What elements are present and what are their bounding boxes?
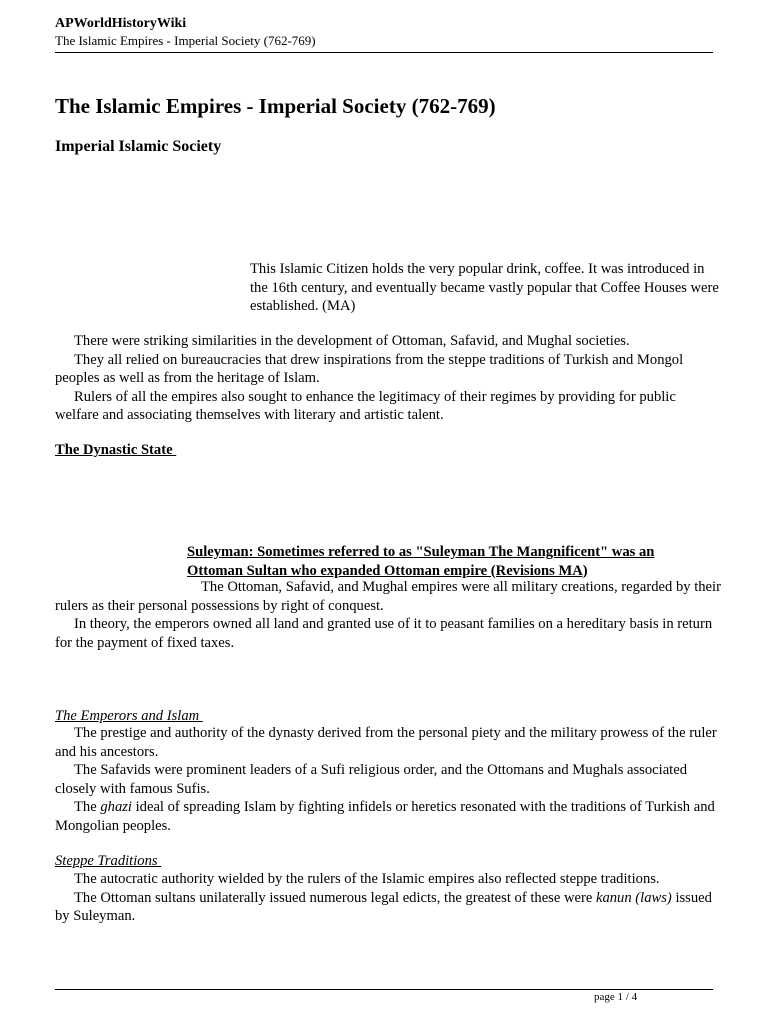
dynastic-line-rest: by their rulers as their personal possessions by right of conquest. — [55, 579, 721, 614]
heading-emperors-islam: The Emperors and Islam — [55, 708, 203, 724]
header-rule — [55, 52, 713, 53]
heading-steppe-traditions: Steppe Traditions — [55, 853, 162, 869]
dynastic-line-start: The Ottoman, Safavid, and Mughal empires were all military creations, regarded — [201, 579, 673, 595]
image-caption-coffee: This Islamic Citizen holds the very popular drink, coffee. It was introduced in the 16th century, and eventually became vastly popular that Coffee Houses were established. (MA) — [250, 261, 719, 314]
emperors-paragraphs — [55, 724, 723, 835]
dynastic-paragraph-2: In theory, the emperors owned all land and granted use of it to peasant families on a hereditary basis in return for the payment of fixed taxes. — [55, 616, 713, 651]
emperors-paragraph-3 — [55, 798, 723, 835]
header-doc-title: The Islamic Empires - Imperial Society (762-769) — [55, 33, 316, 48]
dynastic-paragraphs — [55, 578, 723, 652]
intro-line: They all relied on bureaucracies that drew inspirations from the steppe traditions of Turkish and Mongol peoples as well as from the heritage of Islam. — [55, 351, 684, 386]
intro-paragraphs — [55, 332, 723, 425]
image-caption-suleyman: Suleyman: Sometimes referred to as "Suleyman The Mangnificent" was an Ottoman Sultan who expanded Ottoman empire (Revisions MA) — [187, 544, 655, 579]
kanun-term: kanun (laws) — [595, 889, 672, 906]
text-run: The — [74, 799, 101, 815]
emperors-paragraph-1: The prestige and authority of the dynasty derived from the personal piety and the military prowess of the ruler and his ancestors. — [55, 725, 717, 760]
steppe-paragraph-1: The autocratic authority wielded by the rulers of the Islamic empires also reflected steppe traditions. — [74, 871, 660, 887]
steppe-paragraphs — [55, 870, 723, 926]
section-subtitle: Imperial Islamic Society — [55, 138, 222, 155]
emperors-paragraph-2: The Safavids were prominent leaders of a Sufi religious order, and the Ottomans and Mughals associated closely with famous Sufis. — [55, 762, 687, 797]
intro-line: There were striking similarities in the development of Ottoman, Safavid, and Mughal societies. — [74, 333, 630, 349]
site-name: APWorldHistoryWiki — [55, 16, 187, 31]
steppe-paragraph-2 — [55, 889, 723, 926]
page-number: page 1 / 4 — [594, 991, 638, 1003]
running-header — [55, 15, 713, 49]
page-title: The Islamic Empires - Imperial Society (762-769) — [55, 94, 496, 118]
heading-dynastic-state: The Dynastic State — [55, 442, 177, 458]
text-run: The Ottoman sultans unilaterally issued numerous legal edicts, the greatest of these were — [74, 889, 596, 906]
text-run: ideal of spreading Islam by fighting infidels or heretics resonated with the traditions of Turkish and Mongolian peoples. — [55, 799, 715, 834]
text-run: issued by Suleyman. — [55, 889, 712, 924]
dynastic-paragraph-1 — [55, 578, 723, 615]
ghazi-term: ghazi — [100, 799, 132, 815]
intro-line: Rulers of all the empires also sought to enhance the legitimacy of their regimes by providing for public welfare and associating themselves with literary and artistic talent. — [55, 388, 676, 423]
